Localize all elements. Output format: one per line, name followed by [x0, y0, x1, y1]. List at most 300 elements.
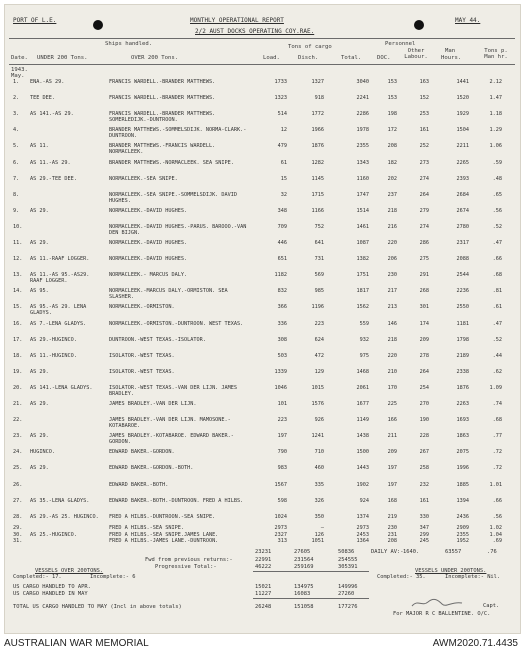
hours-header: Hours.: [441, 55, 462, 61]
cell-disch: 1772: [311, 111, 324, 118]
cell-under: AS 29.-HUGINCO.: [30, 336, 77, 343]
cell-date: 15.: [13, 304, 23, 311]
cell-other: 267: [419, 449, 429, 456]
cell-rate: .56: [492, 513, 502, 520]
cell-load: 598: [277, 497, 287, 504]
cell-over: FRED A HILBS.-SEA SNIPE.JAMES LANE.: [109, 531, 219, 538]
cell-under: AS 11.-HUGINCO.: [30, 352, 77, 359]
cell-under: AS 141.-AS 29.: [30, 111, 74, 118]
cell-doc: 166: [387, 417, 397, 424]
cell-date: 11.: [13, 240, 23, 246]
month-total-load: 23231: [255, 549, 272, 555]
cell-doc: 210: [387, 368, 397, 375]
signature-for-line: For MAJOR R C BALLENTINE. O/C.: [393, 611, 491, 617]
cell-disch: 223: [314, 320, 324, 327]
us-apr-load: 15021: [255, 584, 272, 590]
cell-disch: 460: [314, 465, 324, 472]
cell-hours: 1181: [456, 320, 469, 327]
doc-header: DOC.: [377, 55, 391, 61]
cell-over: FRED A HILBS.-JAMES LANE.-DUNTROON.: [109, 538, 219, 545]
cell-over: NORMACLEEK.-SEA SNIPE.: [109, 175, 178, 182]
cell-under: AS 29.: [30, 240, 49, 246]
cell-load: 348: [277, 207, 287, 214]
cell-under: HUGINCO.: [30, 449, 55, 456]
cell-load: 223: [277, 417, 287, 424]
cell-rate: .47: [492, 320, 502, 327]
cell-rate: .65: [492, 191, 502, 198]
cell-hours: 2263: [456, 401, 469, 407]
total-us-disch: 151058: [294, 604, 314, 610]
cell-hours: 1863: [456, 433, 469, 440]
cell-over: ISOLATOR.-WEST TEXAS.: [109, 368, 175, 375]
total-us-load: 26248: [255, 604, 272, 610]
cell-rate: .44: [492, 352, 502, 359]
cell-load: 1323: [274, 95, 287, 102]
cell-total: 1677: [356, 401, 369, 407]
cell-rate: .56: [492, 207, 502, 214]
other-labour-header: Other Labour.: [404, 48, 428, 60]
cell-other: 264: [419, 368, 429, 375]
cell-hours: 1520: [456, 95, 469, 102]
cell-other: 253: [419, 111, 429, 118]
cell-hours: 2265: [456, 159, 469, 166]
cell-disch: 1576: [311, 401, 324, 407]
cell-total: 1343: [356, 159, 369, 166]
tons-cargo-header: Tons of cargo: [288, 44, 332, 50]
cell-date: 20.: [13, 384, 23, 391]
cell-total: 924: [359, 497, 369, 504]
cell-under: AS 29.: [30, 368, 49, 375]
cell-rate: .81: [492, 288, 502, 295]
cell-doc: 220: [387, 352, 397, 359]
cell-doc: 170: [387, 384, 397, 391]
us-apr-disch: 134975: [294, 584, 314, 590]
cell-date: 2.: [13, 95, 20, 102]
cell-over: NORMACLEEK.-MARCUS DALY.-ORMISTON. SEA SLASHER.: [109, 288, 228, 301]
cell-under: ENA.-AS 29.: [30, 79, 65, 85]
header-rule-bottom: [9, 64, 515, 65]
cell-date: 19.: [13, 368, 23, 375]
cell-total: 1468: [356, 368, 369, 375]
previous-disch: 231564: [294, 557, 314, 563]
cell-load: 12: [280, 127, 287, 134]
cell-total: 1562: [356, 304, 369, 311]
cell-under: AS 29.-TEE DEE.: [30, 175, 77, 182]
cell-other: 228: [419, 433, 429, 440]
cell-over: NORMACLEEK.-DAVID HUGHES.: [109, 240, 188, 246]
cell-over: NORMACLEEK.-DAVID HUGHES.-PARUS. BAROOO.-VAN DEN BIJGN.: [109, 223, 247, 236]
cell-under: AS 35.-LENA GLADYS.: [30, 497, 90, 504]
cell-date: 22.: [13, 417, 23, 424]
cell-disch: 985: [314, 288, 324, 295]
cell-date: 30.: [13, 531, 23, 538]
cell-hours: 1394: [456, 497, 469, 504]
vessels-under-completed: Completed:- 35.: [377, 574, 426, 580]
cell-load: 983: [277, 465, 287, 472]
cell-other: 258: [419, 465, 429, 472]
daily-average-value: 1640.: [403, 549, 420, 555]
cell-other: 299: [419, 531, 429, 538]
cell-over: NORMACLEEK.-ORMISTON.: [109, 304, 175, 311]
cell-other: 174: [419, 320, 429, 327]
date-header: Date.: [11, 55, 28, 61]
total-us-total: 177276: [338, 604, 358, 610]
cell-doc: 206: [387, 256, 397, 263]
cell-date: 17.: [13, 336, 23, 343]
previous-returns-label: Fwd from previous returns:-: [145, 557, 233, 563]
cell-date: 23.: [13, 433, 23, 440]
month-total-rate: .76: [487, 549, 497, 555]
cell-date: 27.: [13, 497, 23, 504]
signature: [410, 597, 465, 609]
cell-under: AS 95.: [30, 288, 49, 295]
cell-date: 29.: [13, 525, 23, 531]
cell-other: 161: [419, 127, 429, 134]
vessels-under-title: VESSELS UNDER 200TONS.: [415, 568, 487, 574]
cell-doc: 172: [387, 127, 397, 134]
cell-doc: 146: [387, 320, 397, 327]
cell-hours: 1952: [456, 538, 469, 545]
vessels-over-completed: Completed:- 17.: [13, 574, 62, 580]
cell-hours: 1693: [456, 417, 469, 424]
cell-rate: .62: [492, 368, 502, 375]
cell-over: NORMACLEEK.-ORMISTON.-DUNTROON. WEST TEXAS.: [109, 320, 244, 327]
cell-other: 232: [419, 481, 429, 488]
cell-over: BRANDER MATTHEWS.-FRANCIS WARDELL. NORMACLEEK.: [109, 143, 216, 156]
cell-under: AS 95.-AS 29. LENA GLADYS.: [30, 304, 87, 317]
cell-other: 330: [419, 513, 429, 520]
cell-load: 2327: [274, 531, 287, 538]
cell-total: 2061: [356, 384, 369, 391]
cell-total: 1382: [356, 256, 369, 263]
cell-disch: 926: [314, 417, 324, 424]
us-may-disch: 16083: [294, 591, 311, 597]
cell-doc: 202: [387, 175, 397, 182]
cell-over: EDWARD BAKER.-BOTH.-DUNTROON. FRED A HILBS.: [109, 497, 244, 504]
caption-bar: [0, 636, 523, 653]
cell-rate: .74: [492, 401, 502, 407]
under-header: UNDER 200 Tons.: [37, 55, 88, 61]
cell-total: 1817: [356, 288, 369, 295]
cell-disch: 1241: [311, 433, 324, 440]
cell-other: 301: [419, 304, 429, 311]
cell-total: 1978: [356, 127, 369, 134]
disch-header: Disch.: [298, 55, 319, 61]
cell-disch: 129: [314, 368, 324, 375]
cell-rate: .61: [492, 304, 502, 311]
cell-date: 5.: [13, 143, 20, 150]
cell-total: 1160: [356, 175, 369, 182]
cell-other: 278: [419, 352, 429, 359]
vessels-over-incomplete: Incomplete:- 6: [90, 574, 136, 580]
cell-disch: 752: [314, 223, 324, 230]
cell-total: 1087: [356, 240, 369, 246]
cell-date: 24.: [13, 449, 23, 456]
cell-hours: 2355: [456, 531, 469, 538]
cell-over: FRANCIS WARDELL.-BRANDER MATTHEWS.: [109, 95, 216, 102]
cell-other: 291: [419, 272, 429, 279]
cell-rate: .77: [492, 433, 502, 440]
cell-hours: 1996: [456, 465, 469, 472]
cell-hours: 2436: [456, 513, 469, 520]
cell-date: 26.: [13, 481, 23, 488]
cell-disch: 326: [314, 497, 324, 504]
cell-doc: 230: [387, 272, 397, 279]
cell-hours: 2088: [456, 256, 469, 263]
cell-other: 245: [419, 538, 429, 545]
cell-over: ISOLATOR.-WEST TEXAS.-VAN DER LIJN. JAMES BRADLEY.: [109, 384, 238, 397]
cell-hours: 2544: [456, 272, 469, 279]
cell-over: JAMES BRADLEY.-VAN DER LIJN. MAMOSONE.-KOTABAROE.: [109, 417, 231, 430]
cell-over: EDWARD BAKER.-BOTH.: [109, 481, 169, 488]
cell-rate: .52: [492, 336, 502, 343]
previous-total: 254555: [338, 557, 358, 563]
cell-rate: 1.02: [489, 525, 502, 531]
cell-over: JAMES BRADLEY.-VAN DER LIJN.: [109, 401, 197, 407]
cell-hours: 1885: [456, 481, 469, 488]
caption-left: AUSTRALIAN WAR MEMORIAL: [4, 638, 149, 649]
cell-rate: .59: [492, 159, 502, 166]
cell-other: 347: [419, 525, 429, 531]
month-label: May.: [11, 73, 25, 79]
cell-disch: 1145: [311, 175, 324, 182]
cell-hours: 2317: [456, 240, 469, 246]
cell-hours: 2075: [456, 449, 469, 456]
cell-total: 1747: [356, 191, 369, 198]
cell-date: 3.: [13, 111, 20, 118]
cell-load: 1339: [274, 368, 287, 375]
total-header: Total.: [341, 55, 362, 61]
cell-date: 12.: [13, 256, 23, 263]
over-header: OVER 200 Tons.: [131, 55, 179, 61]
us-cargo-apr-label: US CARGO HANDLED TO APR.: [13, 584, 91, 590]
cell-other: 274: [419, 175, 429, 182]
year-label: 1943.: [11, 67, 28, 73]
cell-rate: 1.09: [489, 384, 502, 391]
cell-over: JAMES BRADLEY.-KOTABAROE. EDWARD BAKER.-GORDON.: [109, 433, 234, 446]
cell-rate: .69: [492, 538, 502, 545]
cell-doc: 219: [387, 513, 397, 520]
cell-date: 9.: [13, 207, 20, 214]
cell-disch: 472: [314, 352, 324, 359]
cell-total: 1461: [356, 223, 369, 230]
cell-total: 1500: [356, 449, 369, 456]
punch-hole: [93, 20, 103, 30]
cell-load: 101: [277, 401, 287, 407]
cell-other: 252: [419, 143, 429, 150]
cell-hours: 2780: [456, 223, 469, 230]
cell-date: 8.: [13, 191, 20, 198]
cell-over: NORMACLEEK.-DAVID HUGHES.: [109, 207, 188, 214]
cell-hours: 2674: [456, 207, 469, 214]
cell-under: AS 11.-RAAF LOGGER.: [30, 256, 90, 263]
cell-under: AS 11.-AS 95.-AS29. RAAF LOGGER.: [30, 272, 90, 285]
cell-load: 709: [277, 223, 287, 230]
cell-rate: 1.01: [489, 481, 502, 488]
cell-other: 209: [419, 336, 429, 343]
rate-header: Tons p. Man hr.: [484, 48, 508, 60]
previous-load: 22991: [255, 557, 272, 563]
cell-over: EDWARD BAKER.-GORDON.-BOTH.: [109, 465, 194, 472]
cell-over: BRANDER MATTHEWS.-NORMACLEEK. SEA SNIPE.: [109, 159, 234, 166]
cell-doc: 208: [387, 143, 397, 150]
vessels-over-title: VESSELS OVER 200TONS.: [35, 568, 104, 574]
cell-doc: 182: [387, 159, 397, 166]
cell-under: AS 29.: [30, 433, 49, 440]
cell-date: 18.: [13, 352, 23, 359]
cell-hours: 2236: [456, 288, 469, 295]
cell-doc: 237: [387, 191, 397, 198]
month-total-total: 50836: [338, 549, 355, 555]
report-subtitle: 2/2 AUST DOCKS OPERATING COY.RAE.: [195, 28, 315, 35]
cell-load: 1567: [274, 481, 287, 488]
cell-doc: 225: [387, 401, 397, 407]
cell-hours: 1441: [456, 79, 469, 85]
us-may-load: 11227: [255, 591, 272, 597]
cell-doc: 168: [387, 497, 397, 504]
cell-disch: 350: [314, 513, 324, 520]
cell-rate: 2.12: [489, 79, 502, 85]
cell-under: AS 29.: [30, 465, 49, 472]
cell-disch: 731: [314, 256, 324, 263]
cell-rate: .47: [492, 240, 502, 246]
cell-doc: 213: [387, 304, 397, 311]
progressive-disch: 259169: [294, 564, 314, 570]
cell-hours: 2189: [456, 352, 469, 359]
cell-other: 264: [419, 191, 429, 198]
cell-other: 161: [419, 497, 429, 504]
us-may-total: 27260: [338, 591, 355, 597]
cell-load: 2973: [274, 525, 287, 531]
cell-rate: 1.06: [489, 143, 502, 150]
cell-total: 1374: [356, 513, 369, 520]
month-total-hours: 63557: [445, 549, 462, 555]
cell-other: 152: [419, 95, 429, 102]
cell-rate: 1.47: [489, 95, 502, 102]
cell-load: 514: [277, 111, 287, 118]
cell-total: 1751: [356, 272, 369, 279]
cell-date: 28.: [13, 513, 23, 520]
cell-disch: 1051: [311, 538, 324, 545]
cell-over: FRANCIS WARDELL.-BRANDER MATTHEWS.: [109, 79, 216, 85]
cell-total: 3040: [356, 79, 369, 85]
cell-doc: 197: [387, 481, 397, 488]
punch-hole: [414, 20, 424, 30]
cell-other: 270: [419, 401, 429, 407]
cell-other: 286: [419, 240, 429, 246]
cell-over: NORMACLEEK.- MARCUS DALY.: [109, 272, 188, 279]
cell-date: 14.: [13, 288, 23, 295]
cell-rate: .52: [492, 223, 502, 230]
cell-load: 1733: [274, 79, 287, 85]
cell-disch: 1327: [311, 79, 324, 85]
cell-other: 274: [419, 223, 429, 230]
cell-doc: 208: [387, 538, 397, 545]
cell-disch: 1196: [311, 304, 324, 311]
cell-over: BRANDER MATTHEWS.-SOMMELSDIJK. NORMA-CLARK.-DUNTROON.: [109, 127, 247, 140]
cell-over: FRANCIS WARDELL.-BRANDER MATTHEWS. SOMERLEDIJK.-DUNTROON.: [109, 111, 216, 124]
cell-disch: 1282: [311, 159, 324, 166]
cell-under: TEE DEE.: [30, 95, 55, 102]
cell-other: 163: [419, 79, 429, 85]
progressive-label: Progressive Total:-: [155, 564, 217, 570]
cell-date: 13.: [13, 272, 23, 279]
cell-under: AS 25.-HUGINCO.: [30, 531, 77, 538]
month-total-disch: 27605: [294, 549, 311, 555]
cell-date: 4.: [13, 127, 20, 134]
cell-date: 1.: [13, 79, 20, 85]
cell-date: 16.: [13, 320, 23, 327]
cell-doc: 211: [387, 433, 397, 440]
cell-hours: 2338: [456, 368, 469, 375]
cell-rate: 1.04: [489, 531, 502, 538]
cell-rate: .72: [492, 449, 502, 456]
cell-date: 10.: [13, 223, 23, 230]
cell-over: FRED A HILBS.-SEA SNIPE.: [109, 525, 184, 531]
us-apr-total: 149996: [338, 584, 358, 590]
us-rule: [253, 598, 369, 599]
cell-load: 790: [277, 449, 287, 456]
cell-disch: 918: [314, 95, 324, 102]
cell-load: 313: [277, 538, 287, 545]
cell-doc: 218: [387, 336, 397, 343]
cell-doc: 153: [387, 95, 397, 102]
cell-doc: 217: [387, 288, 397, 295]
cell-total: 2241: [356, 95, 369, 102]
cell-rate: .68: [492, 272, 502, 279]
cell-date: 7.: [13, 175, 20, 182]
totals-rule: [253, 571, 369, 572]
vessels-under-incomplete: Incomplete:- Nil.: [445, 574, 501, 580]
cell-total: 1364: [356, 538, 369, 545]
cell-rate: .68: [492, 417, 502, 424]
cell-load: 308: [277, 336, 287, 343]
cell-under: AS 29.: [30, 207, 49, 214]
cell-total: 2355: [356, 143, 369, 150]
cell-load: 61: [280, 159, 287, 166]
cell-other: 273: [419, 159, 429, 166]
cell-date: 31.: [13, 538, 23, 545]
cell-rate: .48: [492, 175, 502, 182]
cell-date: 21.: [13, 401, 23, 407]
cell-over: NORMACLEEK.-SEA SNIPE.-SOMMELSDIJK. DAVID HUGHES.: [109, 191, 238, 204]
cell-doc: 216: [387, 223, 397, 230]
cell-total: 2286: [356, 111, 369, 118]
cell-total: 1443: [356, 465, 369, 472]
cell-over: ISOLATOR.-WEST TEXAS.: [109, 352, 175, 359]
cell-disch: 624: [314, 336, 324, 343]
cell-disch: 569: [314, 272, 324, 279]
cell-date: 6.: [13, 159, 20, 166]
cell-total: 932: [359, 336, 369, 343]
cell-other: 190: [419, 417, 429, 424]
cell-hours: 1798: [456, 336, 469, 343]
cell-hours: 1929: [456, 111, 469, 118]
cell-load: 651: [277, 256, 287, 263]
cell-doc: 220: [387, 240, 397, 246]
cell-load: 503: [277, 352, 287, 359]
cell-total: 1514: [356, 207, 369, 214]
cell-load: 1024: [274, 513, 287, 520]
cell-load: 832: [277, 288, 287, 295]
cell-over: FRED A HILBS.-DUNTROON.-SEA SNIPE.: [109, 513, 216, 520]
personnel-header: Personnel: [385, 41, 416, 47]
cell-under: AS 141.-LENA GLADYS.: [30, 384, 93, 391]
cell-total: 2453: [356, 531, 369, 538]
cell-total: 2973: [356, 525, 369, 531]
cell-other: 268: [419, 288, 429, 295]
port-label: PORT OF L.E.: [13, 17, 57, 24]
